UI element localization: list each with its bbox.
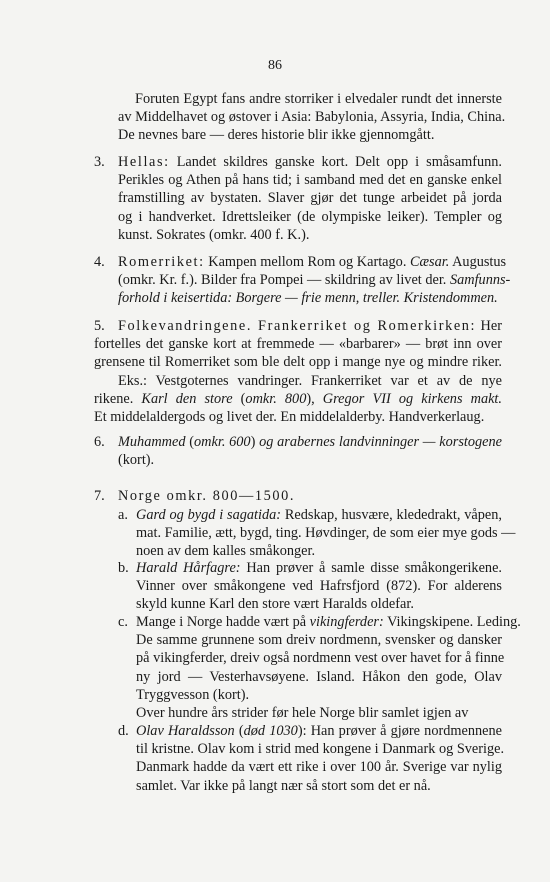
text-line [118,317,502,335]
text-line: Vinner over småkongene ved Hafrsfjord (872). For alderens [136,578,502,595]
italic-span: Muhammed [118,434,186,450]
text-line: på vikingferder, dreiv også nordmenn vest over havet for å finne [136,650,505,667]
italic-span: omkr. 800 [245,390,307,407]
text-span: ) [250,434,260,450]
subsection-letter: d. [118,723,129,739]
text-line: til kristne. Olav kom i strid med kongene i Danmark og Sverige. [136,741,505,758]
text-line: (kort). [118,452,155,469]
text-span: Her [476,318,502,334]
text-span: Augustus [449,254,507,270]
italic-span: Karl den store [141,390,233,407]
text-line: De samme grunnene som dreiv nordmenn, svensker og dansker [136,632,502,649]
text-line [136,722,502,740]
text-span: rikene. [94,390,142,407]
section-number: 4. [94,254,105,270]
italic-span: Gard og bygd i sagatida: [136,507,282,523]
text-span: ): [297,723,307,739]
text-span: Han prøver å samle disse småkongerikene. [240,560,502,576]
text-span: Vikingskipene. Leding. [383,614,521,630]
text-span: ), [306,390,323,407]
text-line: fortelles det ganske kort at fremmede — «barbarer» — brøt inn over [94,336,502,353]
section-number: 6. [94,434,105,450]
subsection-letter: a. [118,507,128,523]
subsection-c [118,613,521,722]
text-line: mat. Familie, ætt, bygd, ting. Høvdinger, de som eier mye gods — [136,525,516,542]
subsection-a [118,506,516,561]
italic-span: og arabernes landvinninger — korstogene [259,434,502,450]
text-span: Kampen mellom Rom og Kartago. [204,254,410,270]
section-number: 7. [94,488,105,504]
italic-span: omkr. 600 [194,434,251,450]
text-line: samlet. Var ikke på langt nær så stort som det er nå. [136,777,431,794]
text-line: grensene til Romerriket som ble delt opp i mange nye og mindre riker. [94,354,502,371]
text-line [136,506,502,524]
section-heading: Folkevandringene. Frankerriket og Romerkirken: [118,318,477,334]
text-line [118,289,502,307]
text-span: (omkr. Kr. f.). Bilder fra Pompei — skildring av livet der. [118,272,450,289]
text-line: Perikles og Athen på hans tid; i samband med det en ganske enkel [118,172,502,189]
text-line [118,433,502,451]
text-span: Redskap, husvære, klededrakt, våpen, [281,507,502,523]
italic-span: vikingferder: [309,614,384,630]
italic-span: Olav Haraldsson [136,723,235,739]
text-line: Et middelaldergods og livet der. En middelalderby. Handverkerlaug. [94,409,485,426]
section-6 [94,433,502,469]
text-span: Han prøver å gjøre nordmennene [306,723,502,739]
section-number: 3. [94,154,105,170]
text-line [118,153,502,171]
italic-span: Harald Hårfagre: [136,560,241,576]
subsection-b [118,559,502,614]
text-line [118,253,507,271]
section-3 [94,153,502,244]
text-line [118,271,511,289]
subsection-d [118,722,505,795]
italic-span: Gregor VII og kirkens makt. [322,390,502,407]
text-line: Danmark hadde da vært ett rike i over 100 år. Sverige var nylig [136,759,502,776]
text-line [136,559,502,577]
text-line: framstilling av bystaten. Slaver gjør det tunge arbeidet på jorda [118,190,502,207]
text-line: Tryggvesson (kort). [136,686,250,703]
text-line: av Middelhavet og østover i Asia: Babylonia, Assyria, India, China. [118,109,506,126]
section-heading: Norge omkr. 800—1500. [118,488,296,504]
subsection-letter: c. [118,614,128,630]
text-span: ( [185,434,195,450]
section-number: 5. [94,318,105,334]
text-line: ny jord — Vesterhavsøyene. Island. Håkon den gode, Olav [136,668,502,685]
section-7 [94,487,502,505]
text-line: Over hundre års strider før hele Norge blir samlet igjen av [136,705,469,722]
section-4 [94,253,511,308]
intro-paragraph [118,90,506,145]
text-span: Landet skildres ganske kort. Delt opp i småsamfunn. [169,154,502,170]
text-span: ( [232,390,246,407]
text-line: Foruten Egypt fans andre storriker i elvedaler rundt det innerste [135,91,502,107]
italic-span: Samfunns- [449,272,511,289]
italic-span: død 1030 [243,723,298,739]
text-line [136,613,521,631]
text-line: og i handverket. Idrettsleiker (de olympiske leiker). Templer og [118,208,502,225]
section-heading: Hellas: [118,154,170,170]
section-5 [94,317,502,426]
text-span: ( [234,723,244,739]
text-line: Eks.: Vestgoternes vandringer. Frankerriket var et av de nye [118,372,502,389]
text-line: De nevnes bare — deres historie blir ikke gjennomgått. [118,127,435,144]
subsection-letter: b. [118,560,129,576]
text-line: skyld kunne Karl den store vært Haralds oldefar. [136,596,414,613]
text-line [94,390,502,408]
text-line: noen av dem kalles småkonger. [136,543,316,560]
text-span: Mange i Norge hadde vært på [136,614,310,630]
italic-span: Cæsar. [409,254,450,270]
section-heading: Romerriket: [118,254,205,270]
italic-span: forhold i keisertida: Borgere — frie menn, treller. Kristendommen. [118,290,498,307]
page-number: 86 [268,58,282,73]
text-line: kunst. Sokrates (omkr. 400 f. K.). [118,226,310,243]
